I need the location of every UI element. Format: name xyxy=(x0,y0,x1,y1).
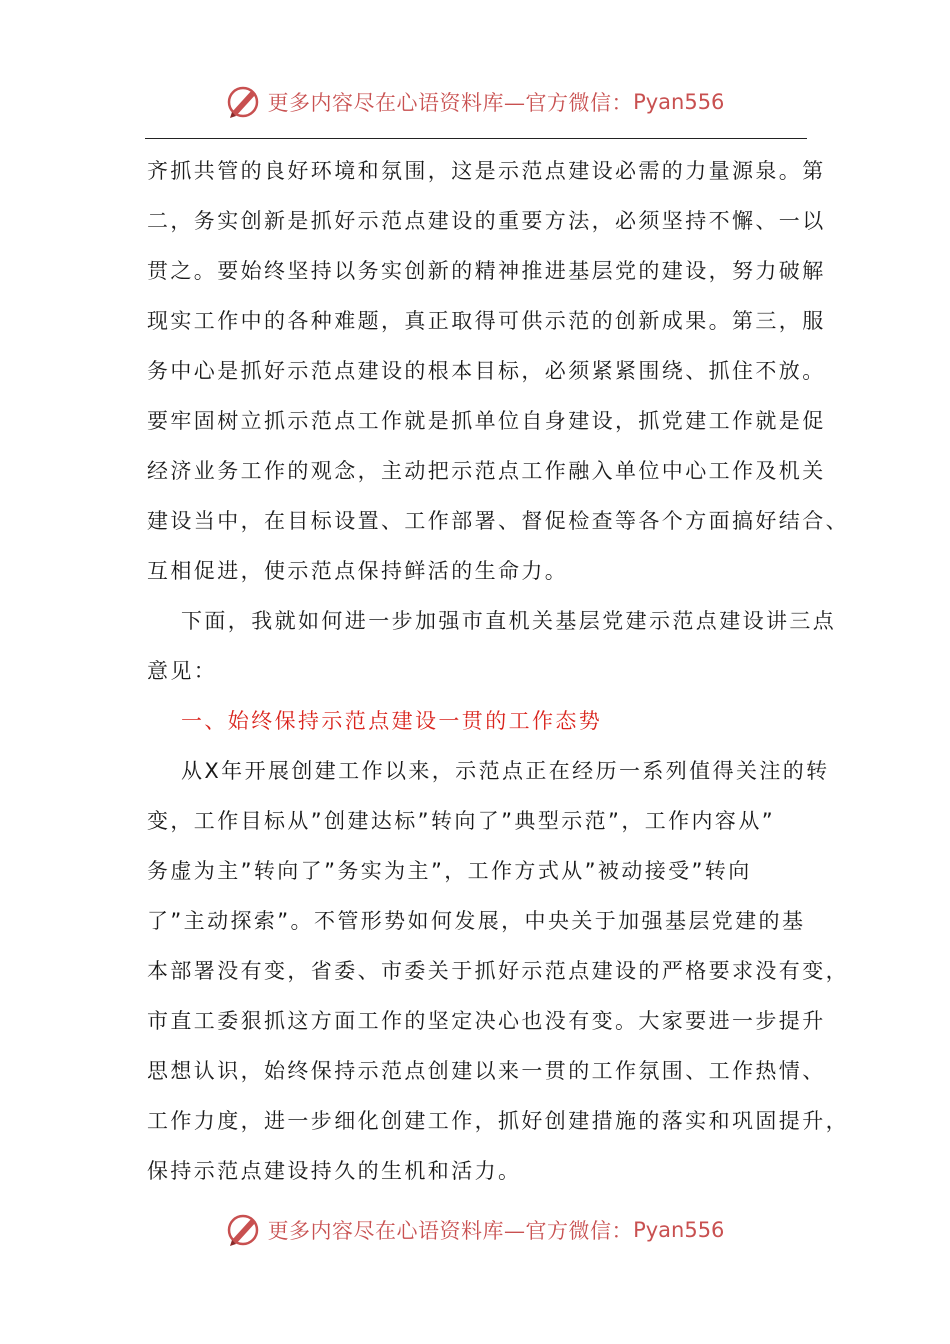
header-divider xyxy=(145,138,807,139)
paragraph-line: 要牢固树立抓示范点工作就是抓单位自身建设，抓党建工作就是促 xyxy=(147,409,826,433)
paragraph-line: 保持示范点建设持久的生机和活力。 xyxy=(147,1159,522,1183)
header-text: 更多内容尽在心语资料库—官方微信： xyxy=(267,91,634,115)
paragraph-line: 贯之。要始终坚持以务实创新的精神推进基层党的建设，努力破解 xyxy=(147,259,826,283)
paragraph-line: 经济业务工作的观念，主动把示范点工作融入单位中心工作及机关 xyxy=(147,459,826,483)
paragraph-line: 工作力度，进一步细化创建工作，抓好创建措施的落实和巩固提升， xyxy=(147,1109,849,1133)
paragraph-line: 现实工作中的各种难题，真正取得可供示范的创新成果。第三，服 xyxy=(147,309,826,333)
section-heading: 一、始终保持示范点建设一贯的工作态势 xyxy=(181,709,603,733)
footer-banner xyxy=(0,1208,950,1252)
footer-text: 更多内容尽在心语资料库—官方微信： xyxy=(267,1219,634,1243)
paragraph-line: 齐抓共管的良好环境和氛围，这是示范点建设必需的力量源泉。第 xyxy=(147,159,826,183)
paragraph-line: 二，务实创新是抓好示范点建设的重要方法，必须坚持不懈、一以 xyxy=(147,209,826,233)
document-body xyxy=(147,146,849,1196)
paragraph-line: 从X年开展创建工作以来，示范点正在经历一系列值得关注的转 xyxy=(181,759,830,783)
paragraph-line: 本部署没有变，省委、市委关于抓好示范点建设的严格要求没有变， xyxy=(147,959,849,983)
paragraph-line: 下面，我就如何进一步加强市直机关基层党建示范点建设讲三点 xyxy=(181,609,837,633)
paragraph-line: 意见： xyxy=(147,659,218,683)
footer-wechat-id: Pyan556 xyxy=(633,1218,725,1242)
paragraph-line: 市直工委狠抓这方面工作的坚定决心也没有变。大家要进一步提升 xyxy=(147,1009,826,1033)
paragraph-line: 建设当中，在目标设置、工作部署、督促检查等各个方面搞好结合、 xyxy=(147,509,849,533)
header-wechat-id: Pyan556 xyxy=(633,90,725,114)
paragraph-line: 了”主动探索”。不管形势如何发展，中央关于加强基层党建的基 xyxy=(147,909,806,933)
paragraph-line: 务中心是抓好示范点建设的根本目标，必须紧紧围绕、抓住不放。 xyxy=(147,359,826,383)
pen-logo-icon xyxy=(226,84,262,120)
header-banner xyxy=(0,80,950,124)
paragraph-line: 互相促进，使示范点保持鲜活的生命力。 xyxy=(147,559,569,583)
paragraph-line: 变，工作目标从”创建达标”转向了”典型示范”，工作内容从” xyxy=(147,809,775,833)
pen-logo-icon xyxy=(226,1212,262,1248)
paragraph-line: 务虚为主”转向了”务实为主”，工作方式从”被动接受”转向 xyxy=(147,859,752,883)
paragraph-line: 思想认识，始终保持示范点创建以来一贯的工作氛围、工作热情、 xyxy=(147,1059,826,1083)
